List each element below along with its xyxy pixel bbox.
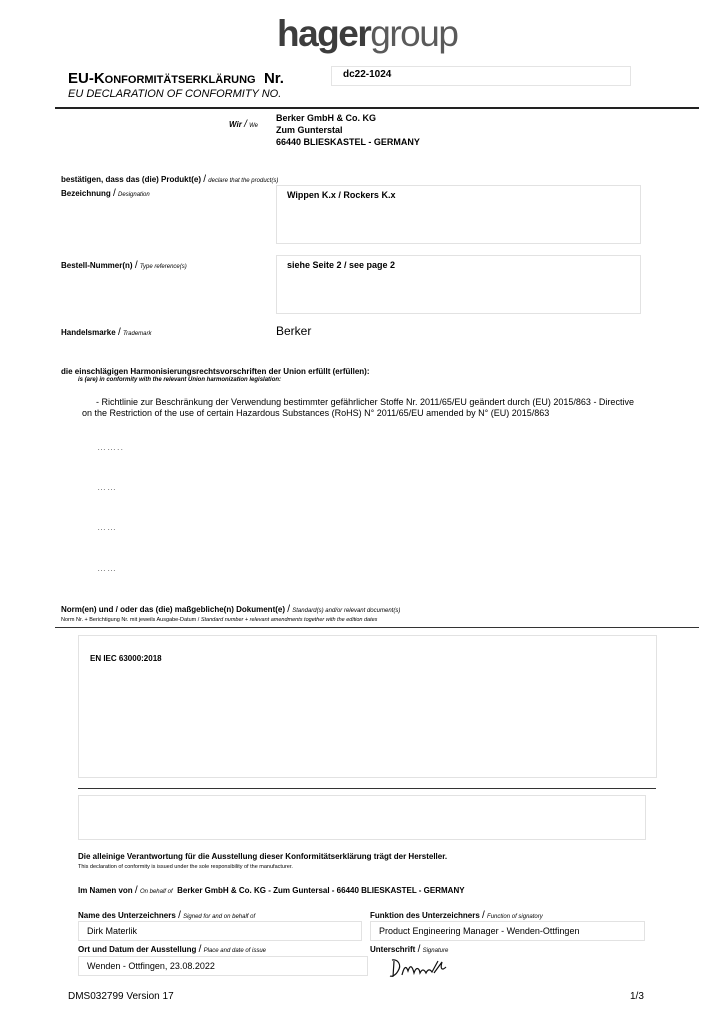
- responsibility-text-en: This declaration of conformity is issued under the sole responsibility of the manufacturer.: [78, 864, 293, 870]
- page-number: 1/3: [630, 991, 644, 1002]
- standard-value: EN IEC 63000:2018: [90, 654, 162, 663]
- standards-field: [78, 635, 657, 778]
- trademark-value: Berker: [276, 324, 312, 338]
- placeholder-dots-1: ……..: [97, 442, 125, 452]
- additional-info-field: [78, 795, 646, 840]
- place-date-label: Ort und Datum der Ausstellung / Place and date of issue: [78, 944, 267, 955]
- product-intro: bestätigen, dass das (die) Produkt(e) / declare that the product(s): [61, 174, 279, 185]
- placeholder-dots-3: ……: [97, 522, 117, 532]
- placeholder-dots-4: ……: [97, 563, 117, 573]
- responsibility-text: Die alleinige Verantwortung für die Ausstellung dieser Konformitätserklärung trägt der Hersteller.: [78, 852, 448, 861]
- signature-image: [388, 957, 452, 981]
- signature-label: Unterschrift / Signature: [370, 944, 449, 955]
- placeholder-dots-2: ……: [97, 482, 117, 492]
- standards-note: Norm Nr. + Berichtigung Nr. mit jeweils Ausgabe-Datum / Standard number + relevant amendments together with the edition dates: [61, 617, 378, 623]
- document-title: EU-KONFORMITÄTSERKLÄRUNG Nr.: [68, 70, 284, 87]
- document-subtitle: EU DECLARATION OF CONFORMITY NO.: [68, 88, 282, 100]
- on-behalf-label: Im Namen von / On behalf of Berker GmbH & Co. KG - Zum Guntersal - 66440 BLIESKASTEL - GERMANY: [78, 885, 465, 896]
- designation-label: Bezeichnung / Designation: [61, 188, 150, 199]
- signer-name-label: Name des Unterzeichners / Signed for and on behalf of: [78, 910, 256, 921]
- standards-heading: Norm(en) und / oder das (die) maßgebliche(n) Dokument(e) / Standard(s) and/or relevant document(s): [61, 604, 401, 615]
- directive-text: - Richtlinie zur Beschränkung der Verwendung bestimmter gefährlicher Stoffe Nr. 2011/65/EU geändert durch (EU) 2015/863 - Directive on the Restriction of the use of certain Hazardous Substances (RoHS) N° 2011/65/EU amended by N° (EU) 2015/863: [82, 397, 634, 418]
- type-reference-label: Bestell-Nummer(n) / Type reference(s): [61, 260, 187, 271]
- we-label: Wir / We: [229, 119, 258, 130]
- signer-function-label: Funktion des Unterzeichners / Function of signatory: [370, 910, 543, 921]
- designation-value: Wippen K.x / Rockers K.x: [287, 190, 396, 200]
- title-rule: [55, 107, 699, 109]
- document-version: DMS032799 Version 17: [68, 991, 174, 1002]
- standards-bottom-rule: [78, 788, 656, 789]
- manufacturer-address: Berker GmbH & Co. KG Zum Gunterstal 66440 BLIESKASTEL - GERMANY: [276, 113, 420, 147]
- hagergroup-logo: hagergroup: [277, 13, 458, 54]
- signer-function-value: Product Engineering Manager - Wenden-Ottfingen: [370, 921, 645, 941]
- signer-name-value: Dirk Materlik: [78, 921, 362, 941]
- trademark-label: Handelsmarke / Trademark: [61, 327, 152, 338]
- legislation-heading: die einschlägigen Harmonisierungsrechtsvorschriften der Union erfüllt (erfüllen):: [61, 367, 370, 376]
- declaration-number: dc22-1024: [343, 69, 392, 80]
- standards-rule: [55, 627, 699, 628]
- type-reference-value: siehe Seite 2 / see page 2: [287, 260, 396, 270]
- legislation-heading-en: is (are) in conformity with the relevant Union harmonization legislation:: [78, 377, 282, 383]
- place-date-value: Wenden - Ottfingen, 23.08.2022: [78, 956, 368, 976]
